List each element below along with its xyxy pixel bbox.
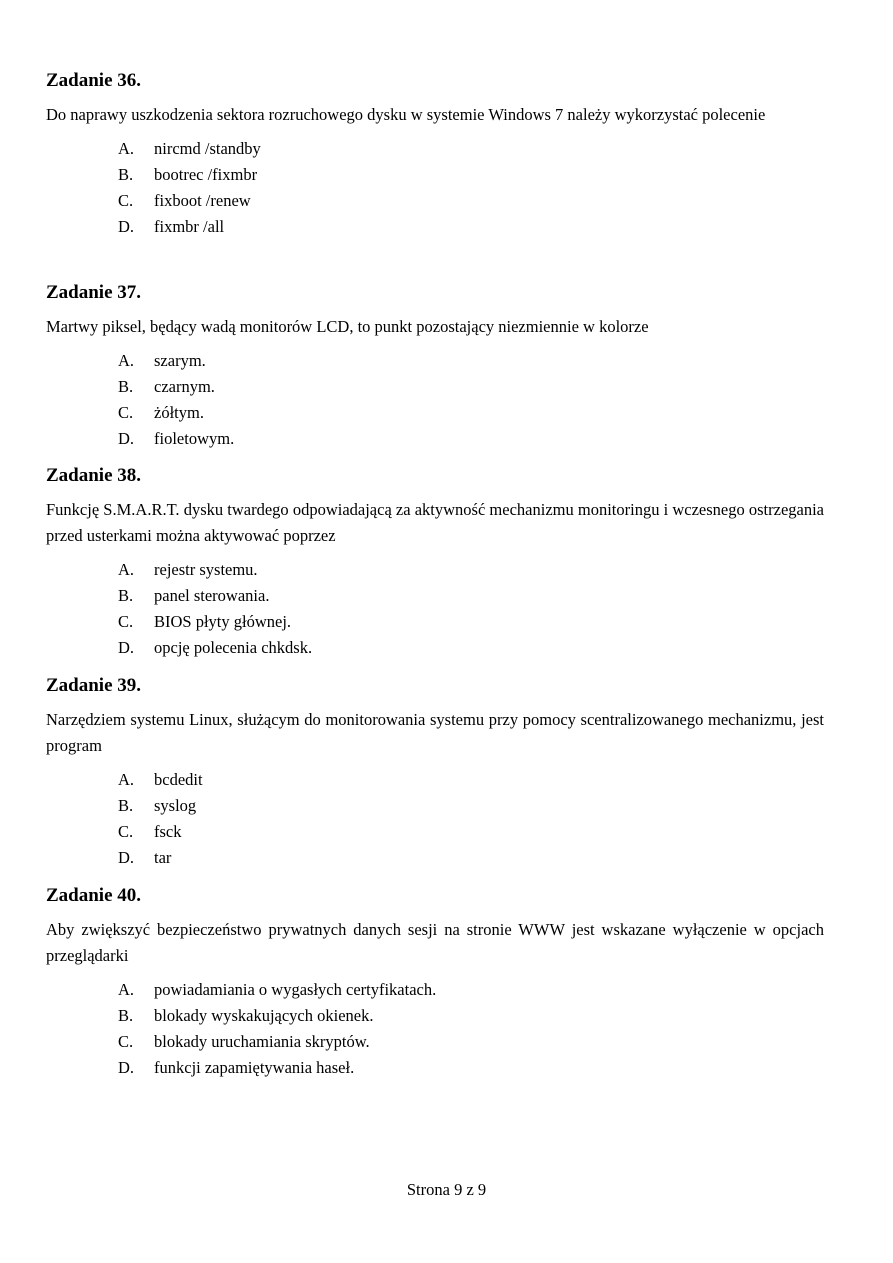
answer-option xyxy=(46,1003,824,1029)
task-title: Zadanie 38. xyxy=(46,465,142,486)
task-37 xyxy=(46,282,824,452)
answer-text: panel sterowania. xyxy=(154,586,270,605)
answer-option xyxy=(46,845,824,871)
answer-text: powiadamiania o wygasłych certyfikatach. xyxy=(154,980,437,999)
answer-letter: B. xyxy=(118,377,134,396)
answer-option xyxy=(46,557,824,583)
task-question: Aby zwiększyć bezpieczeństwo prywatnych danych sesji na stronie WWW jest wskazane wyłączenie w opcjach przeglądarki xyxy=(46,920,824,965)
task-question: Funkcję S.M.A.R.T. dysku twardego odpowiadającą za aktywność mechanizmu monitoringu i wczesnego ostrzegania przed usterkami można aktywować poprzez xyxy=(46,500,824,545)
answer-text: fioletowym. xyxy=(154,429,235,448)
answer-letter: C. xyxy=(118,191,134,210)
answer-text: opcję polecenia chkdsk. xyxy=(154,638,313,657)
answer-text: żółtym. xyxy=(154,403,204,422)
answer-text: fixboot /renew xyxy=(154,191,251,210)
answer-letter: C. xyxy=(118,822,134,841)
task-question: Do naprawy uszkodzenia sektora rozruchowego dysku w systemie Windows 7 należy wykorzystać polecenie xyxy=(46,105,766,124)
answer-option xyxy=(46,767,824,793)
answer-text: czarnym. xyxy=(154,377,215,396)
task-question: Martwy piksel, będący wadą monitorów LCD, to punkt pozostający niezmiennie w kolorze xyxy=(46,317,649,336)
answer-text: funkcji zapamiętywania haseł. xyxy=(154,1058,355,1077)
answer-letter: A. xyxy=(118,770,135,789)
answer-letter: D. xyxy=(118,217,135,236)
answer-list xyxy=(46,348,824,452)
task-title: Zadanie 40. xyxy=(46,885,142,906)
task-title: Zadanie 36. xyxy=(46,70,142,91)
answer-letter: D. xyxy=(118,429,135,448)
answer-option xyxy=(46,136,824,162)
answer-letter: D. xyxy=(118,638,135,657)
answer-option xyxy=(46,214,824,240)
task-38 xyxy=(46,465,824,661)
answer-letter: A. xyxy=(118,980,135,999)
answer-letter: C. xyxy=(118,403,134,422)
answer-text: bootrec /fixmbr xyxy=(154,165,258,184)
answer-option xyxy=(46,819,824,845)
answer-option xyxy=(46,609,824,635)
answer-option xyxy=(46,188,824,214)
answer-text: fsck xyxy=(154,822,182,841)
answer-letter: B. xyxy=(118,1006,134,1025)
answer-letter: A. xyxy=(118,560,135,579)
answer-option xyxy=(46,635,824,661)
answer-option xyxy=(46,1029,824,1055)
answer-text: syslog xyxy=(154,796,197,815)
answer-letter: D. xyxy=(118,1058,135,1077)
answer-letter: D. xyxy=(118,848,135,867)
answer-option xyxy=(46,1055,824,1081)
answer-list xyxy=(46,767,824,871)
answer-letter: C. xyxy=(118,612,134,631)
answer-text: blokady uruchamiania skryptów. xyxy=(154,1032,370,1051)
answer-letter: A. xyxy=(118,351,135,370)
answer-text: nircmd /standby xyxy=(154,139,261,158)
answer-option xyxy=(46,793,824,819)
task-36 xyxy=(46,70,824,240)
task-40 xyxy=(46,885,824,1081)
answer-option xyxy=(46,162,824,188)
task-title: Zadanie 37. xyxy=(46,282,142,303)
answer-option xyxy=(46,400,824,426)
answer-text: tar xyxy=(154,848,172,867)
answer-letter: C. xyxy=(118,1032,134,1051)
answer-list xyxy=(46,557,824,661)
answer-text: szarym. xyxy=(154,351,206,370)
answer-list xyxy=(46,136,824,240)
answer-list xyxy=(46,977,824,1081)
answer-text: blokady wyskakujących okienek. xyxy=(154,1006,374,1025)
answer-text: rejestr systemu. xyxy=(154,560,258,579)
answer-text: fixmbr /all xyxy=(154,217,225,236)
answer-letter: B. xyxy=(118,586,134,605)
task-39 xyxy=(46,675,824,871)
answer-letter: A. xyxy=(118,139,135,158)
answer-option xyxy=(46,426,824,452)
task-title: Zadanie 39. xyxy=(46,675,142,696)
answer-letter: B. xyxy=(118,796,134,815)
answer-text: bcdedit xyxy=(154,770,203,789)
answer-option xyxy=(46,977,824,1003)
page-number: Strona 9 z 9 xyxy=(406,1180,487,1199)
answer-option xyxy=(46,374,824,400)
answer-option xyxy=(46,348,824,374)
task-question: Narzędziem systemu Linux, służącym do monitorowania systemu przy pomocy scentralizowanego mechanizmu, jest program xyxy=(46,710,824,755)
answer-text: BIOS płyty głównej. xyxy=(154,612,292,631)
answer-letter: B. xyxy=(118,165,134,184)
answer-option xyxy=(46,583,824,609)
